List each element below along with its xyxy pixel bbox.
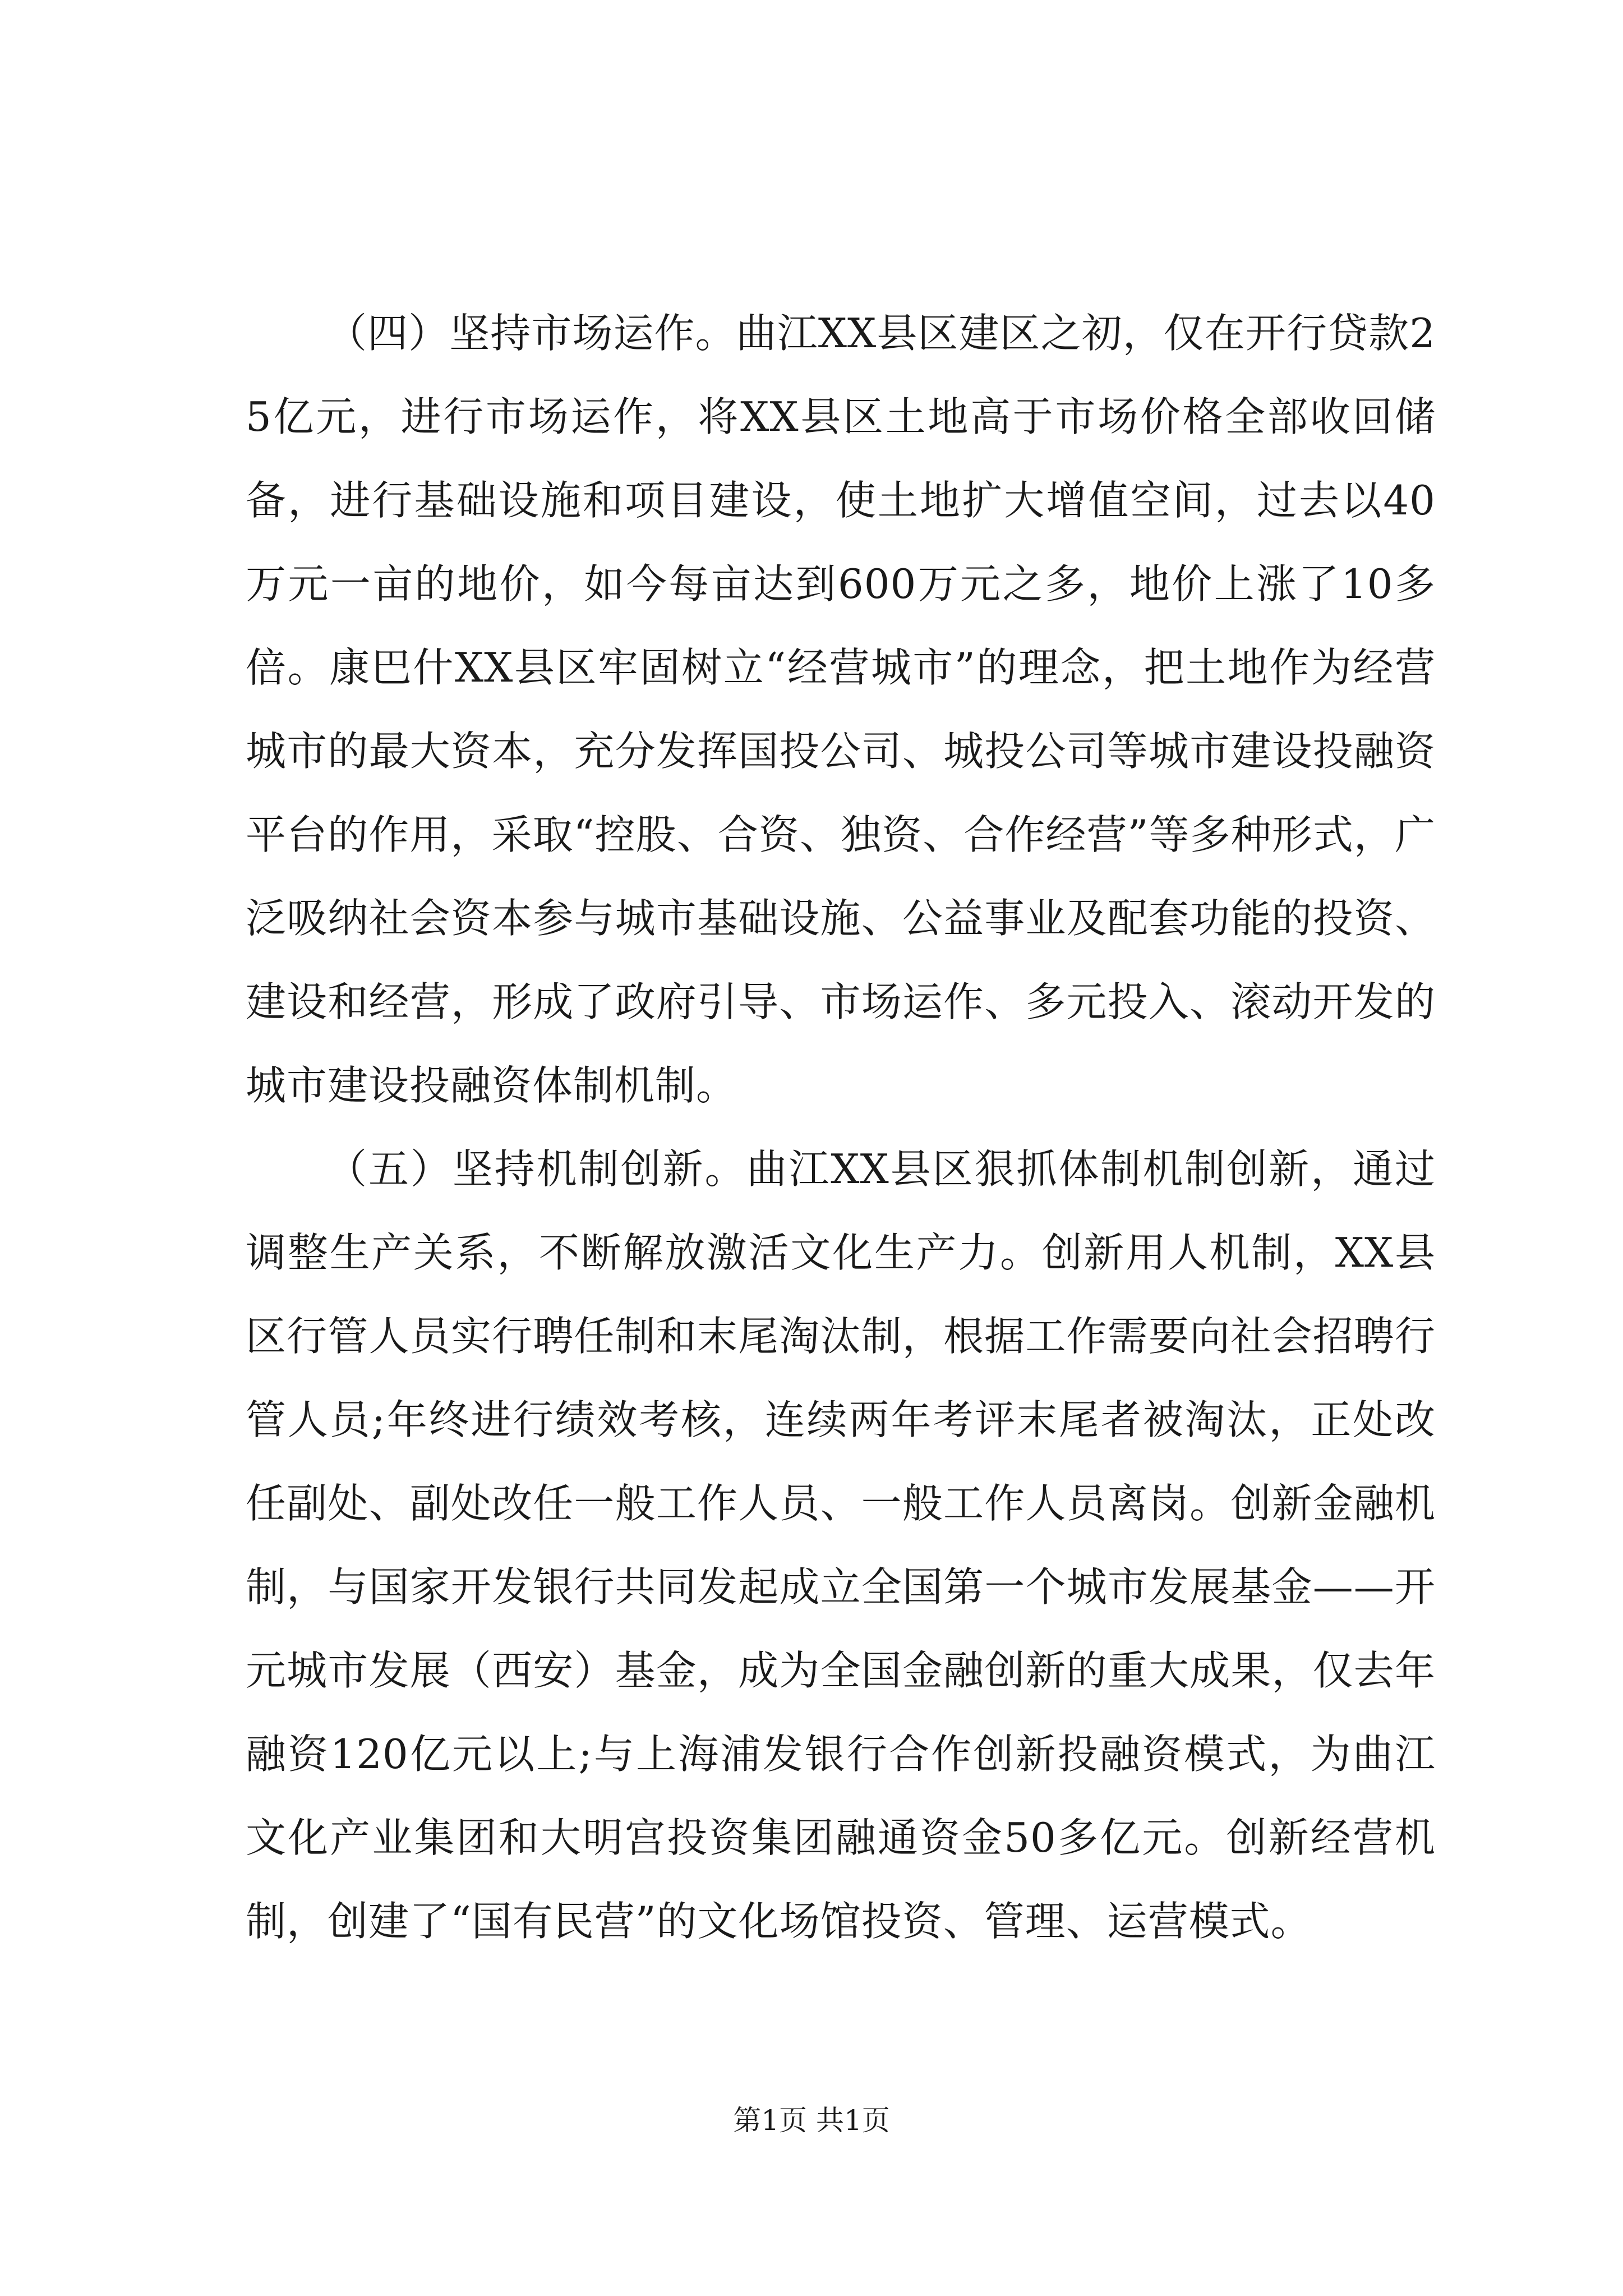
document-body (246, 292, 1436, 1963)
page-footer: 第1页 共1页 (733, 2104, 890, 2137)
paragraph-mechanism-innovation: （五）坚持机制创新。曲江XX县区狠抓体制机制创新，通过调整生产关系，不断解放激活文化生产力。创新用人机制，XX县区行管人员实行聘任制和末尾淘汰制，根据工作需要向社会招聘行管人员;年终进行绩效考核，连续两年考评末尾者被淘汰，正处改任副处、副处改任一般工作人员、一般工作人员离岗。创新金融机制，与国家开发银行共同发起成立全国第一个城市发展基金——开元城市发展（西安）基金，成为全国金融创新的重大成果，仅去年融资120亿元以上;与上海浦发银行合作创新投融资模式，为曲江文化产业集团和大明宫投资集团融通资金50多亿元。创新经营机制，创建了“国有民营”的文化场馆投资、管理、运营模式。 (246, 1145, 1436, 1945)
paragraph-market-operation: （四）坚持市场运作。曲江XX县区建区之初，仅在开行贷款25亿元，进行市场运作，将XX县区土地高于市场价格全部收回储备，进行基础设施和项目建设，使土地扩大增值空间，过去以40万元一亩的地价，如今每亩达到600万元之多，地价上涨了10多倍。康巴什XX县区牢固树立“经营城市”的理念，把土地作为经营城市的最大资本，充分发挥国投公司、城投公司等城市建设投融资平台的作用，采取“控股、合资、独资、合作经营”等多种形式，广泛吸纳社会资本参与城市基础设施、公益事业及配套功能的投资、建设和经营，形成了政府引导、市场运作、多元投入、滚动开发的城市建设投融资体制机制。 (246, 310, 1436, 1109)
